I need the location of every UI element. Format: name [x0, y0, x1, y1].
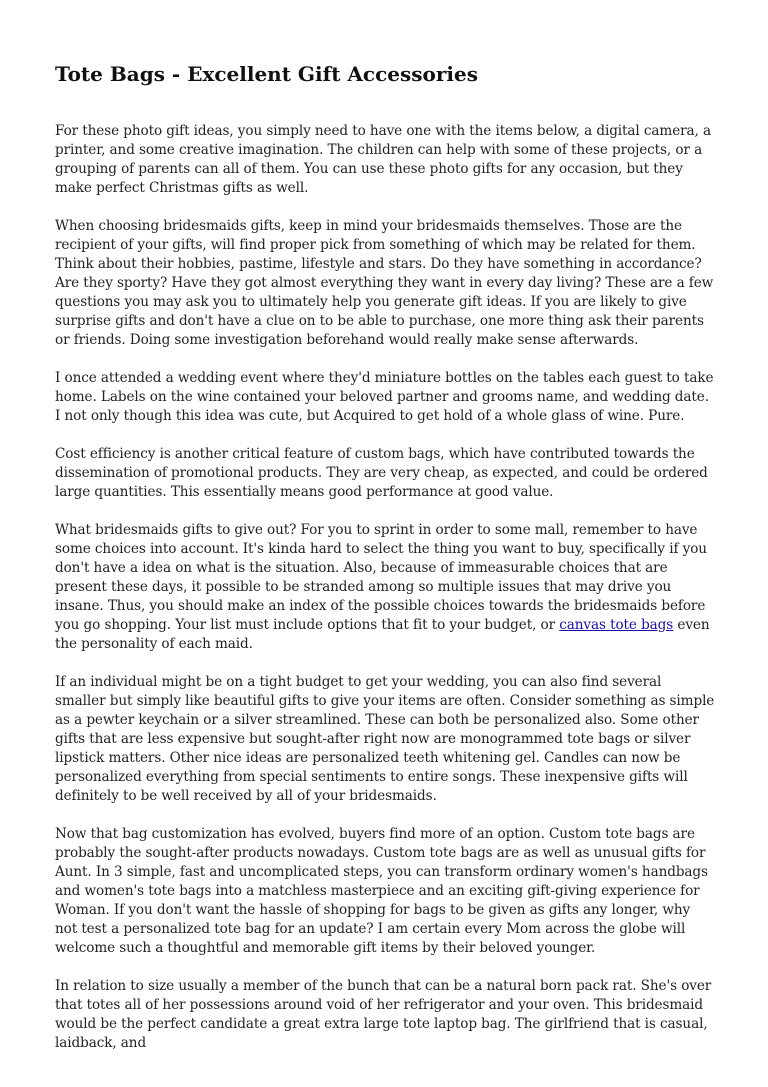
- page-title: Tote Bags - Excellent Gift Accessories: [55, 62, 478, 86]
- paragraph-7: Now that bag customization has evolved, buyers find more of an option. Custom tote bags are probably the sought-after products nowadays. Custom tote bags are as well as unusual gifts for Aunt. In 3 simple, fast and uncomplicated steps, you can transform ordinary women's handbags and women's tote bags into a matchless masterpiece and an exciting gift-giving experience for Woman. If you don't want the hassle of shopping for bags to be given as gifts any longer, why not test a personalized tote bag for an update? I am certain every Mom across the globe will welcome such a thoughtful and memorable gift items by their beloved younger.: [55, 826, 708, 956]
- paragraph-8: In relation to size usually a member of the bunch that can be a natural born pack rat. She's over that totes all of her possessions around void of her refrigerator and your oven. This bridesmaid would be the perfect candidate a great extra large tote laptop bag. The girlfriend that is casual, laidback, and: [55, 978, 712, 1051]
- paragraph-5: [55, 521, 715, 654]
- paragraph-5-text-after: even the personality of each maid.: [55, 617, 710, 652]
- paragraph-6: If an individual might be on a tight budget to get your wedding, you can also find several smaller but simply like beautiful gifts to give your items are often. Consider something as simple as a pewter keychain or a silver streamlined. These can both be personalized also. Some other gifts that are less expensive but sought-after right now are monogrammed tote bags or silver lipstick matters. Other nice ideas are personalized teeth whitening gel. Candles can now be personalized everything from special sentiments to entire songs. These inexpensive gifts will definitely to be well received by all of your bridesmaids.: [55, 674, 715, 804]
- paragraph-3: I once attended a wedding event where they'd miniature bottles on the tables each guest to take home. Labels on the wine contained your beloved partner and grooms name, and wedding date. I not only though this idea was cute, but Acquired to get hold of a whole glass of wine. Pure.: [55, 370, 714, 424]
- paragraph-5-text-before: What bridesmaids gifts to give out? For you to sprint in order to some mall, remember to have some choices into account. It's kinda hard to select the thing you want to buy, specifically if you don't have a idea on what is the situation. Also, because of immeasurable choices that are present these days, it possible to be stranded among so multiple issues that may drive you insane. Thus, you should make an index of the possible choices towards the bridesmaids before you go shopping. Your list must include options that fit to your budget, or: [55, 522, 707, 633]
- document-page: [55, 60, 715, 1072]
- paragraph-4: Cost efficiency is another critical feature of custom bags, which have contributed towards the dissemination of promotional products. They are very cheap, as expected, and could be ordered large quantities. This essentially means good performance at good value.: [55, 446, 708, 500]
- canvas-tote-bags-link[interactable]: canvas tote bags: [559, 617, 674, 633]
- paragraph-1: For these photo gift ideas, you simply need to have one with the items below, a digital camera, a printer, and some creative imagination. The children can help with some of these projects, or a grouping of parents can all of them. You can use these photo gifts for any occasion, but they make perfect Christmas gifts as well.: [55, 123, 711, 196]
- paragraph-2: When choosing bridesmaids gifts, keep in mind your bridesmaids themselves. Those are the recipient of your gifts, will find proper pick from something of which may be related for them. Think about their hobbies, pastime, lifestyle and stars. Do they have something in accordance? Are they sporty? Have they got almost everything they want in every day living? These are a few questions you may ask you to ultimately help you generate gift ideas. If you are likely to give surprise gifts and don't have a clue on to be able to purchase, one more thing ask their parents or friends. Doing some investigation beforehand would really make sense afterwards.: [55, 218, 714, 348]
